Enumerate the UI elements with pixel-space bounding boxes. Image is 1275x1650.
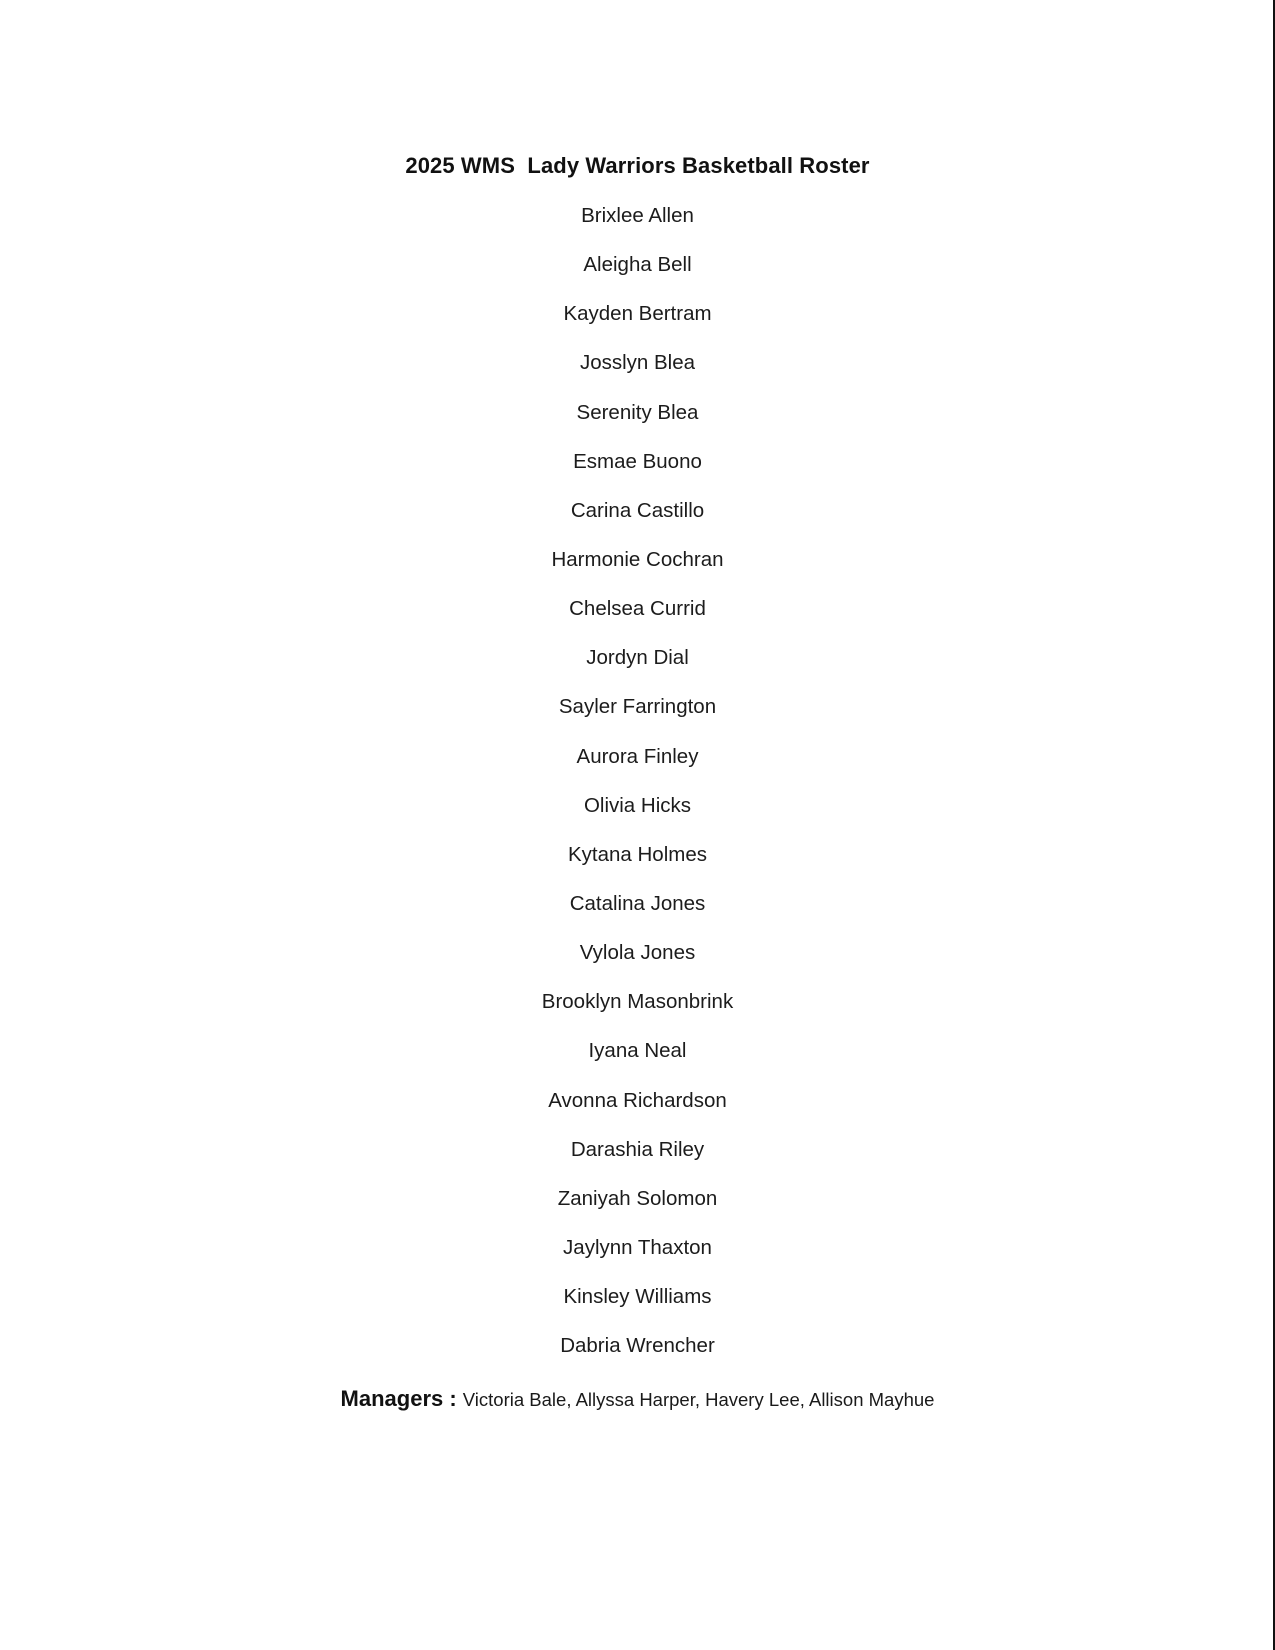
managers-label: Managers : (340, 1386, 463, 1411)
roster-player: Serenity Blea (576, 400, 699, 424)
roster-player: Brixlee Allen (581, 204, 694, 227)
managers-names: Victoria Bale, Allyssa Harper, Havery Lee, Allison Mayhue (462, 1389, 935, 1410)
roster-player: Dabria Wrencher (560, 1334, 715, 1358)
roster-player: Chelsea Currid (569, 597, 706, 621)
roster-list (0, 201, 1275, 1380)
roster-player: Carina Castillo (570, 498, 705, 522)
roster-player: Aleigha Bell (583, 253, 692, 277)
roster-player: Josslyn Blea (579, 351, 696, 375)
roster-player: Aurora Finley (576, 744, 699, 768)
roster-player: Zaniyah Solomon (557, 1186, 718, 1210)
roster-player: Avonna Richardson (548, 1088, 727, 1112)
managers-line (0, 1384, 1275, 1417)
roster-player: Esmae Buono (573, 449, 702, 473)
roster-player: Sayler Farrington (558, 695, 717, 719)
roster-player: Catalina Jones (569, 891, 706, 915)
roster-player: Jaylynn Thaxton (563, 1235, 712, 1259)
roster-player: Harmonie Cochran (551, 547, 724, 571)
roster-player: Vylola Jones (579, 941, 696, 965)
roster-player: Brooklyn Masonbrink (541, 990, 734, 1014)
roster-title: 2025 WMS Lady Warriors Basketball Roster (405, 153, 870, 178)
roster-player: Iyana Neal (588, 1039, 687, 1063)
roster-player: Kinsley Williams (563, 1285, 712, 1309)
roster-player: Kytana Holmes (567, 842, 707, 866)
roster-player: Jordyn Dial (586, 646, 689, 670)
roster-player: Kayden Bertram (563, 302, 712, 326)
roster-player: Olivia Hicks (583, 793, 692, 817)
roster-player: Darashia Riley (570, 1137, 705, 1161)
